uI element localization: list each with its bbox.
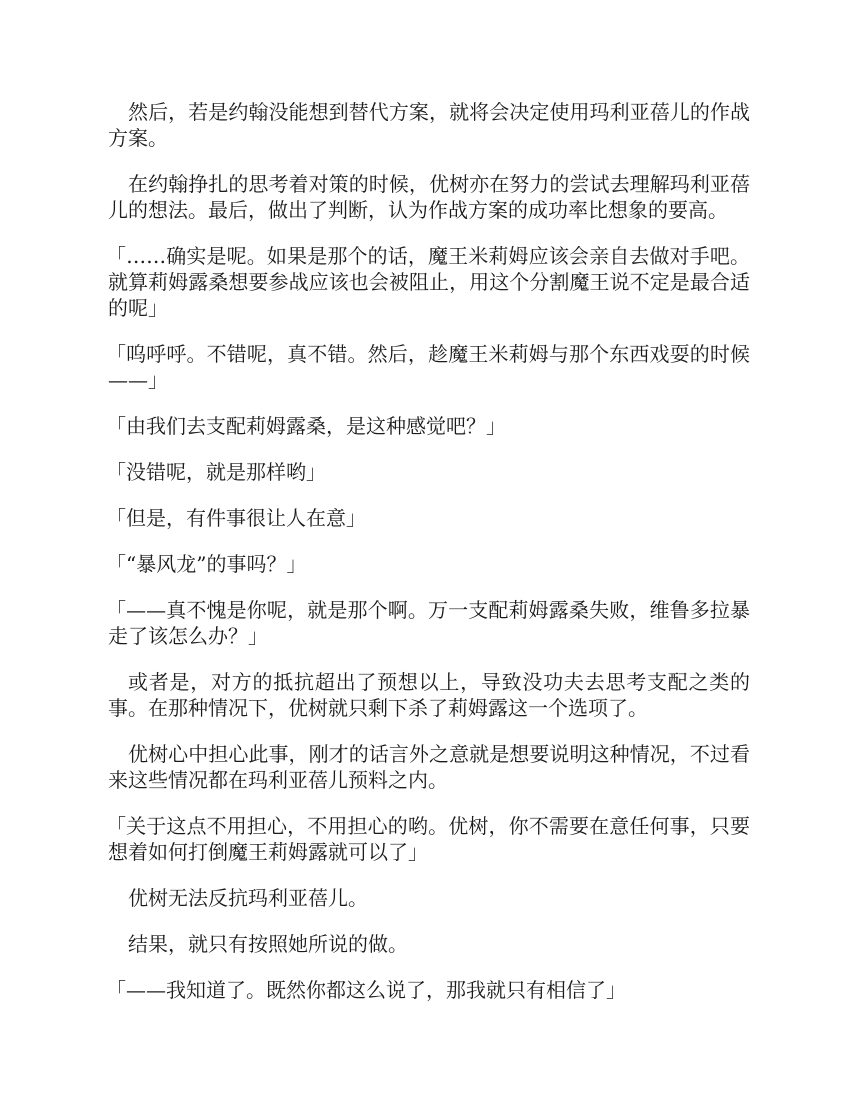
- dialogue-4: 「没错呢，就是那样哟」: [106, 460, 326, 484]
- dialogue-7: 「——真不愧是你呢，就是那个啊。万一支配莉姆露桑失败，维鲁多拉暴走了该怎么办？」: [106, 598, 750, 648]
- paragraph-3: 或者是，对方的抵抗超出了预想以上，导致没功夫去思考支配之类的事。在那种情况下，优树就只剩下杀了莉姆露这一个选项了。: [108, 670, 750, 720]
- paragraph-6: 结果，就只有按照她所说的做。: [128, 932, 408, 956]
- paragraph-2: 在约翰挣扎的思考着对策的时候，优树亦在努力的尝试去理解玛利亚蓓儿的想法。最后，做出了判断，认为作战方案的成功率比想象的要高。: [108, 172, 750, 222]
- dialogue-1: 「……确实是呢。如果是那个的话，魔王米莉姆应该会亲自去做对手吧。就算莉姆露桑想要参战应该也会被阻止，用这个分割魔王说不定是最合适的呢」: [106, 244, 750, 320]
- paragraph-5: 优树无法反抗玛利亚蓓儿。: [128, 886, 368, 910]
- dialogue-3: 「由我们去支配莉姆露桑，是这种感觉吧？」: [106, 414, 506, 438]
- dialogue-6: 「“暴风龙”的事吗？」: [106, 552, 307, 576]
- document-body: [108, 99, 750, 1023]
- paragraph-4: 优树心中担心此事，刚才的话言外之意就是想要说明这种情况，不过看来这些情况都在玛利亚蓓儿预料之内。: [108, 742, 750, 792]
- dialogue-2: 「呜呼呼。不错呢，真不错。然后，趁魔王米莉姆与那个东西戏耍的时候——」: [106, 342, 750, 392]
- dialogue-8: 「关于这点不用担心，不用担心的哟。优树，你不需要在意任何事，只要想着如何打倒魔王莉姆露就可以了」: [106, 814, 750, 864]
- dialogue-9: 「——我知道了。既然你都这么说了，那我就只有相信了」: [106, 978, 626, 1002]
- paragraph-1: 然后，若是约翰没能想到替代方案，就将会决定使用玛利亚蓓儿的作战方案。: [108, 100, 750, 150]
- dialogue-5: 「但是，有件事很让人在意」: [106, 506, 366, 530]
